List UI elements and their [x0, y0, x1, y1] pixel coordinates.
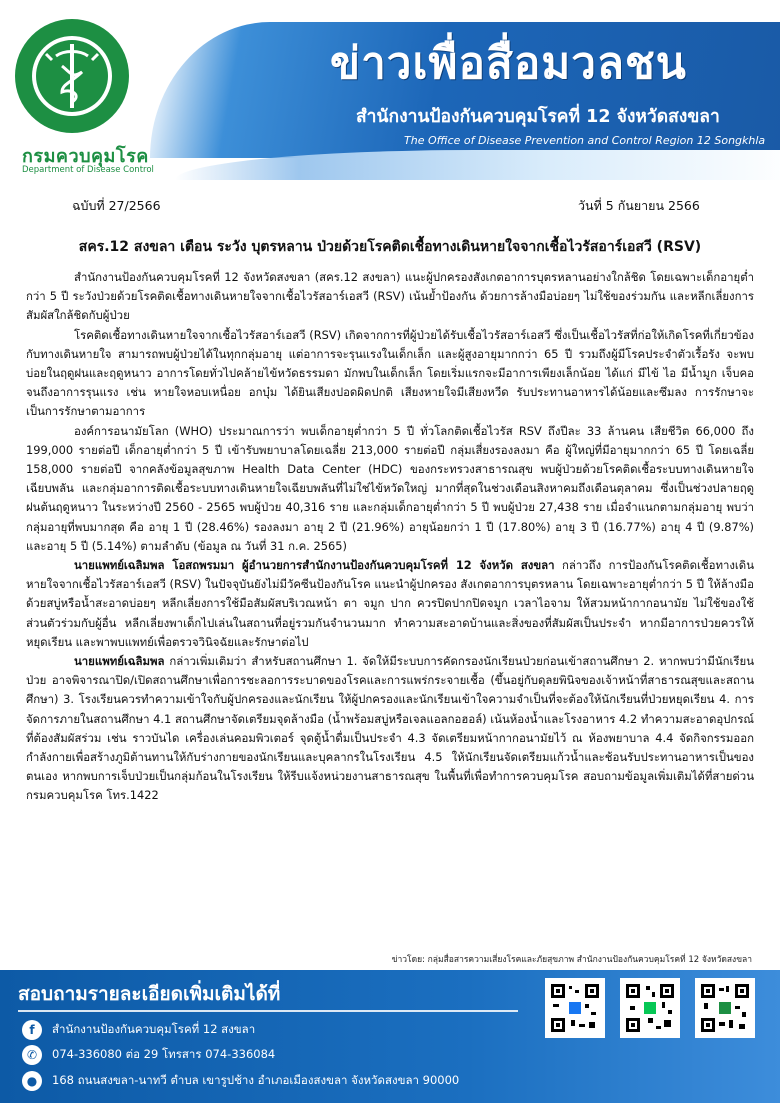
page-header [0, 0, 780, 182]
footer-title: สอบถามรายละเอียดเพิ่มเติมได้ที่ [18, 983, 281, 1005]
footer-org: สำนักงานป้องกันควบคุมโรคที่ 12 สงขลา [52, 1022, 256, 1036]
paragraph-4-text: กล่าวถึง การป้องกันโรคติดเชื้อทางเดินหายใจจากเชื้อไวรัสอาร์เอสวี (RSV) ในปัจจุบันยังไม่มีวัคซีนป้องกันโรค แนะนำผู้ปกครอง สังเกตอาการบุตรหลาน โดยเฉพาะอายุต่ำกว่า 5 ปี ให้ล้างมือด้วยสบู่หรือน้ำสะอาดบ่อยๆ หลีกเลี่ยงการใช้มือสัมผัสบริเวณหน้า ตา จมูก ปาก ควรปิดปากปิดจมูก เวลาไอจาม ให้สวมหน้ากากอนามัย ไม่ใช้ของใช้ส่วนตัวร่วมกับผู้อื่น หลีกเลี่ยงพาเด็กไปเล่นในสถานที่อยู่รวมกันจำนวนมาก ทำความสะอาดบ้านและสิ่งของที่สัมผัสเป็นประจำ หากมีอาการป่วยควรให้หยุดเรียน และพาพบแพทย์เพื่อตรวจวินิจฉัยและรักษาต่อไป [26, 558, 754, 649]
director-name: นายแพทย์เฉลิมพล โอสถพรมมา ผู้อำนวยการสำนักงานป้องกันควบคุมโรคที่ 12 จังหวัด สงขลา [74, 558, 555, 573]
facebook-icon: f [22, 1020, 42, 1040]
footer-address-row [22, 1071, 459, 1091]
footer-divider [18, 1010, 518, 1012]
office-name: สำนักงานป้องกันควบคุมโรคที่ 12 จังหวัดสงขลา [356, 107, 720, 127]
phone-icon: ✆ [22, 1045, 42, 1065]
location-icon: ● [22, 1071, 42, 1091]
footer-phone: 074-336080 ต่อ 29 โทรสาร 074-336084 [52, 1047, 276, 1061]
paragraph-2: โรคติดเชื้อทางเดินหายใจจากเชื้อไวรัสอาร์เอสวี (RSV) เกิดจากการที่ผู้ป่วยได้รับเชื้อไวรัสอาร์เอสวี ซึ่งเป็นเชื้อไวรัสที่ก่อให้เกิดโรคที่เกี่ยวข้องกับทางเดินหายใจ สามารถพบผู้ป่วยได้ในทุกกลุ่มอายุ แต่อาการจะรุนแรงในเด็กเล็ก และผู้สูงอายุมากกว่า 65 ปี รวมถึงผู้มีโรคประจำตัวเรื้อรัง จะพบบ่อยในฤดูฝนและฤดูหนาว อาการโดยทั่วไปคล้ายไข้หวัดธรรมดา มักพบในเด็กเล็ก โดยเริ่มแรกจะมีอาการเพียงเล็กน้อย ได้แก่ มีไข้ ไอ มีน้ำมูก เจ็บคอ จนถึงอาการรุนแรง เช่น หายใจหอบเหนื่อย อกบุ๋ม ได้ยินเสียงปอดผิดปกติ เสียงหายใจมีเสียงหวีด รับประทานอาหารได้น้อยและซึมลง การรักษาจะเป็นการรักษาตามอาการ [26, 327, 754, 419]
paragraph-3: องค์การอนามัยโลก (WHO) ประมาณการว่า พบเด็กอายุต่ำกว่า 5 ปี ทั่วโลกติดเชื้อไวรัส RSV ถึงปีละ 33 ล้านคน เสียชีวิต 66,000 ถึง 199,000 รายต่อปี เด็กอายุต่ำกว่า 5 ปี เข้ารับพยาบาลโดยเฉลี่ย 213,000 รายต่อปี กลุ่มเสี่ยงรองลงมา คือ ผู้ใหญ่ที่มีอายุมากกว่า 65 ปี โดยเฉลี่ย 158,000 รายต่อปี จากคลังข้อมูลสุขภาพ Health Data Center (HDC) ของกระทรวงสาธารณสุข พบผู้ป่วยด้วยโรคติดเชื้อระบบทางเดินหายใจเฉียบพลัน และกลุ่มอาการติดเชื้อระบบทางเดินหายใจเฉียบพลันที่ไม่ใช่ไข้หวัดใหญ่ มากที่สุดในช่วงเดือนสิงหาคมถึงเดือนตุลาคม ซึ่งเป็นช่วงปลายฤดูฝนต้นฤดูหนาว ในระหว่างปี 2560 - 2565 พบผู้ป่วย 40,316 ราย และกลุ่มเด็กอายุต่ำกว่า 5 ปี พบผู้ป่วย 27,438 ราย เมื่อจำแนกตามกลุ่มอายุ พบว่า กลุ่มอายุที่พบมากสุด คือ อายุ 1 ปี (28.46%) รองลงมา อายุ 2 ปี (21.96%) อายุน้อยกว่า 1 ปี (17.80%) อายุ 3 ปี (16.77%) อายุ 4 ปี (9.87%) และอายุ 5 ปี (5.14%) ตามลำดับ (ข้อมูล ณ วันที่ 31 ก.ค. 2565) [26, 423, 754, 553]
news-credit: ข่าวโดย: กลุ่มสื่อสารความเสี่ยงโรคและภัยสุขภาพ สำนักงานป้องกันควบคุมโรคที่ 12 จังหวัดสงขลา [391, 955, 752, 965]
press-release-title: ข่าวเพื่อสื่อมวลชน [330, 38, 687, 89]
paragraph-4 [26, 556, 754, 652]
office-name-en: The Office of Disease Prevention and Control Region 12 Songkhla [404, 134, 766, 147]
director-short-name: นายแพทย์เฉลิมพล [74, 654, 165, 669]
issue-date: วันที่ 5 กันยายน 2566 [578, 198, 700, 213]
issue-number: ฉบับที่ 27/2566 [72, 198, 161, 213]
dept-name-th: กรมควบคุมโรค [22, 146, 149, 167]
paragraph-5-text: กล่าวเพิ่มเติมว่า สำหรับสถานศึกษา 1. จัดให้มีระบบการคัดกรองนักเรียนป่วยก่อนเข้าสถานศึกษา 2. หากพบว่ามีนักเรียนป่วย อาจพิจารณาปิด/เปิดสถานศึกษาเพื่อการชะลอการระบาดของโรคและการแพร่กระจายเชื้อ (ขึ้นอยู่กับดุลยพินิจของเจ้าหน้าที่สาธารณสุขและสถานศึกษา) 3. โรงเรียนควรทำความเข้าใจกับผู้ปกครองและนักเรียน ให้ผู้ปกครองและนักเรียนเข้าใจความจำเป็นที่จะต้องให้นักเรียนที่ป่วยหยุดเรียน 4. การจัดการภายในสถานศึกษา 4.1 สถานศึกษาจัดเตรียมจุดล้างมือ (น้ำพร้อมสบู่หรือเจลแอลกอฮอล์) เน้นห้องน้ำและโรงอาหาร 4.2 ทำความสะอาดอุปกรณ์ที่ต้องสัมผัสร่วม เช่น ราวบันได เครื่องเล่นคอมพิวเตอร์ จุดตู้น้ำดื่มเป็นประจำ 4.3 จัดเตรียมหน้ากากอนามัยไว้ ณ ห้องพยาบาล 4.4 จัดกิจกรรมออกกำลังกายเพื่อสร้างภูมิต้านทานให้กับร่างกายของนักเรียนและบุคลากรในโรงเรียน 4.5 ให้นักเรียนจัดเตรียมแก้วน้ำและช้อนรับประทานอาหารเป็นของตนเอง หากพบการเจ็บป่วยเป็นกลุ่มก้อนในโรงเรียน ให้รีบแจ้งหน่วยงานสาธารณสุข ในพื้นที่เพื่อทำการควบคุมโรค สอบถามข้อมูลเพิ่มเติมได้ที่สายด่วนกรมควบคุมโรค โทร.1422 [26, 654, 754, 803]
paragraph-1: สำนักงานป้องกันควบคุมโรคที่ 12 จังหวัดสงขลา (สคร.12 สงขลา) แนะผู้ปกครองสังเกตอาการบุตรหลานอย่างใกล้ชิด โดยเฉพาะเด็กอายุต่ำกว่า 5 ปี ระวังป่วยด้วยโรคติดเชื้อทางเดินหายใจจากเชื้อไวรัสอาร์เอสวี (RSV) เน้นย้ำป้องกัน ด้วยการล้างมือบ่อยๆ ไม่ใช้ของร่วมกัน และหลีกเลี่ยงการสัมผัสใกล้ชิดกับผู้ป่วย [26, 270, 754, 323]
article-title: สคร.12 สงขลา เตือน ระวัง บุตรหลาน ป่วยด้วยโรคติดเชื้อทางเดินหายใจจากเชื้อไวรัสอาร์เอสวี (RSV) [78, 239, 702, 255]
article-body [26, 268, 754, 806]
dept-name-en: Department of Disease Control [22, 165, 154, 175]
footer-phone-row[interactable] [22, 1045, 275, 1065]
qr-code-facebook[interactable] [545, 978, 605, 1038]
qr-code-line[interactable] [620, 978, 680, 1038]
footer-org-row[interactable] [22, 1020, 255, 1040]
qr-code-website[interactable] [695, 978, 755, 1038]
footer-address: 168 ถนนสงขลา-นาทวี ตำบล เขารูปช้าง อำเภอเมืองสงขลา จังหวัดสงขลา 90000 [52, 1073, 460, 1087]
page-footer [0, 970, 780, 1103]
ministry-logo [12, 16, 132, 136]
paragraph-5 [26, 652, 754, 806]
